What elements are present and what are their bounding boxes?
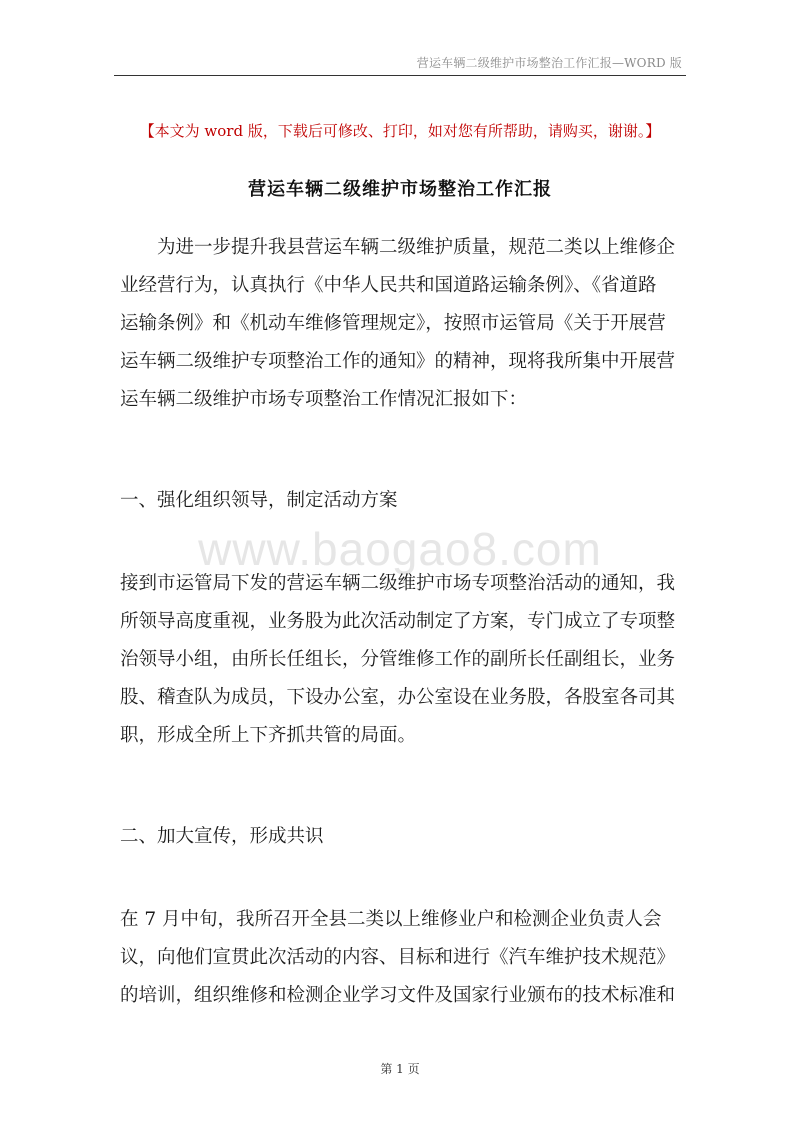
intro-line: 为进一步提升我县营运车辆二级维护质量，规范二类以上维修企 [120,237,676,258]
intro-line: 业经营行为，认真执行《中华人民共和国道路运输条例》、《省道路 [120,275,657,296]
running-header: 营运车辆二级维护市场整治工作汇报—WORD 版 [416,56,682,70]
section1-line: 所领导高度重视，业务股为此次活动制定了方案，专门成立了专项整 [120,611,676,632]
section1-line: 治领导小组，由所长任组长，分管维修工作的副所长任副组长，业务 [120,649,676,670]
section2-heading: 二、加大宣传，形成共识 [120,826,324,847]
section2-line: 在 7 月中旬，我所召开全县二类以上维修业户和检测企业负责人会 [120,909,662,930]
page-number: 第 1 页 [380,1062,420,1076]
purchase-notice: 【本文为 word 版，下载后可修改、打印，如对您有所帮助，请购买，谢谢。】 [139,122,661,140]
section2-paragraph [120,901,680,1015]
section1-heading: 一、强化组织领导，制定活动方案 [120,490,398,511]
header-divider [114,75,686,76]
section1-line: 股、稽查队为成员，下设办公室，办公室设在业务股，各股室各司其 [120,687,676,708]
intro-line: 运车辆二级维护专项整治工作的通知》的精神，现将我所集中开展营 [120,351,676,372]
section2-line: 议，向他们宣贯此次活动的内容、目标和进行《汽车维护技术规范》 [120,947,676,968]
intro-paragraph [120,229,680,419]
watermark: www.baogao8.com [198,523,602,575]
section1-line: 职，形成全所上下齐抓共管的局面。 [120,725,417,746]
section1-line: 接到市运管局下发的营运车辆二级维护市场专项整治活动的通知，我 [120,573,676,594]
document-title: 营运车辆二级维护市场整治工作汇报 [248,179,552,200]
intro-line: 运车辆二级维护市场专项整治工作情况汇报如下： [120,389,528,410]
intro-line: 运输条例》和《机动车维修管理规定》，按照市运管局《关于开展营 [120,313,666,334]
section1-paragraph [120,565,680,755]
section2-line: 的培训，组织维修和检测企业学习文件及国家行业颁布的技术标准和 [120,985,676,1006]
